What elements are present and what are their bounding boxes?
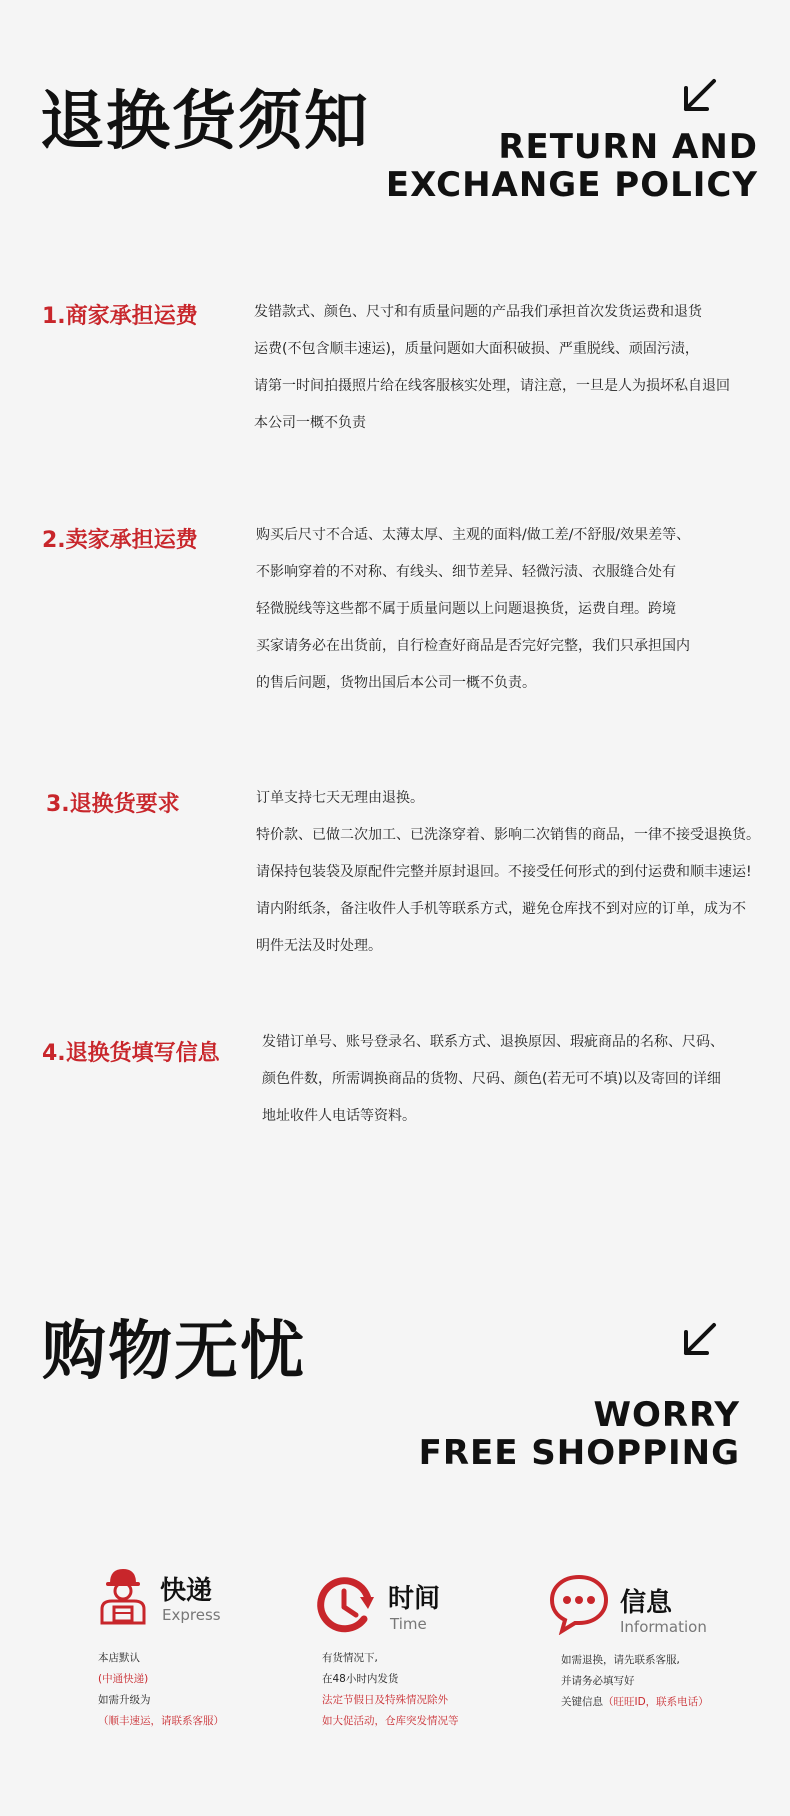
section-4-title: 4.退换货填写信息 (42, 1041, 220, 1066)
policy-title-cn: 退换货须知 (40, 85, 370, 159)
section-2-line: 轻微脱线等这些都不属于质量问题以上问题退换货，运费自理。跨境 (256, 601, 676, 617)
delivery-person-icon (92, 1565, 154, 1627)
card-info-line-red: （旺旺ID，联系电话） (603, 1696, 709, 1708)
section-3-line: 订单支持七天无理由退换。 (256, 790, 424, 806)
section-2-body (256, 517, 690, 702)
card-express-line: (中通快递) (98, 1673, 149, 1685)
policy-title-en (386, 128, 758, 204)
section-2-line: 的售后问题，货物出国后本公司一概不负责。 (256, 675, 536, 691)
section-3-line: 明件无法及时处理。 (256, 938, 382, 954)
section-1-line: 发错款式、颜色、尺寸和有质量问题的产品我们承担首次发货运费和退货 (254, 304, 702, 320)
section-4-body (262, 1024, 724, 1135)
worry-title-en (419, 1396, 740, 1472)
card-time-subtitle: Time (390, 1615, 427, 1633)
section-1-body (254, 294, 730, 442)
card-time-line: 法定节假日及特殊情况除外 (322, 1694, 448, 1706)
section-2-line: 不影响穿着的不对称、有线头、细节差异、轻微污渍、衣服缝合处有 (256, 564, 676, 580)
card-express-line: 本店默认 (98, 1652, 140, 1664)
worry-title-en-line1: WORRY (593, 1395, 740, 1435)
card-info-line (561, 1692, 709, 1713)
card-time-text (322, 1648, 459, 1732)
section-4-line: 地址收件人电话等资料。 (262, 1108, 416, 1124)
card-info-line-label: 关键信息 (561, 1696, 603, 1708)
chat-bubble-icon (548, 1573, 610, 1635)
worry-title-en-line2: FREE SHOPPING (418, 1433, 740, 1473)
section-2-line: 购买后尺寸不合适、太薄太厚、主观的面料/做工差/不舒服/效果差等、 (256, 527, 691, 543)
card-express-title: 快递 (160, 1576, 213, 1606)
section-2-line: 买家请务必在出货前，自行检查好商品是否完好完整，我们只承担国内 (256, 638, 690, 654)
card-info-line: 并请务必填写好 (561, 1675, 635, 1687)
section-3-title: 3.退换货要求 (46, 792, 180, 817)
card-time-line: 有货情况下, (322, 1652, 378, 1664)
clock-icon (316, 1573, 378, 1635)
policy-title-en-line1: RETURN AND (498, 127, 758, 167)
section-4-line: 发错订单号、账号登录名、联系方式、退换原因、瑕疵商品的名称、尺码、 (262, 1034, 724, 1050)
card-info-subtitle: Information (620, 1618, 707, 1636)
section-4-line: 颜色件数，所需调换商品的货物、尺码、颜色(若无可不填)以及寄回的详细 (262, 1071, 721, 1087)
policy-title-en-line2: EXCHANGE POLICY (385, 165, 758, 205)
arrow-down-left-icon (680, 1320, 720, 1360)
section-2-title: 2.卖家承担运费 (42, 528, 198, 553)
section-3-line: 请内附纸条，备注收件人手机等联系方式，避免仓库找不到对应的订单，成为不 (256, 901, 746, 917)
card-time-line: 如大促活动，仓库突发情况等 (322, 1715, 459, 1727)
card-express-line: （顺丰速运，请联系客服） (98, 1715, 224, 1727)
card-info-title: 信息 (620, 1588, 673, 1618)
section-1-line: 本公司一概不负责 (254, 415, 366, 431)
section-3-line: 特价款、已做二次加工、已洗涤穿着、影响二次销售的商品，一律不接受退换货。 (256, 827, 760, 843)
worry-title-cn: 购物无忧 (42, 1315, 306, 1389)
section-1-title: 1.商家承担运费 (42, 304, 198, 329)
arrow-down-left-icon (680, 76, 720, 116)
section-3-line: 请保持包装袋及原配件完整并原封退回。不接受任何形式的到付运费和顺丰速运! (256, 864, 752, 880)
card-express-line: 如需升级为 (98, 1694, 151, 1706)
section-1-line: 运费(不包含顺丰速运)，质量问题如大面积破损、严重脱线、顽固污渍， (254, 341, 699, 357)
section-1-line: 请第一时间拍摄照片给在线客服核实处理，请注意，一旦是人为损坏私自退回 (254, 378, 730, 394)
card-time-line: 在48小时内发货 (322, 1673, 399, 1685)
card-time-title: 时间 (388, 1584, 441, 1614)
card-info-line: 如需退换，请先联系客服, (561, 1654, 680, 1666)
card-express-text (98, 1648, 224, 1732)
card-express-subtitle: Express (162, 1606, 221, 1624)
section-3-body (256, 780, 760, 965)
card-info-text (561, 1650, 709, 1713)
